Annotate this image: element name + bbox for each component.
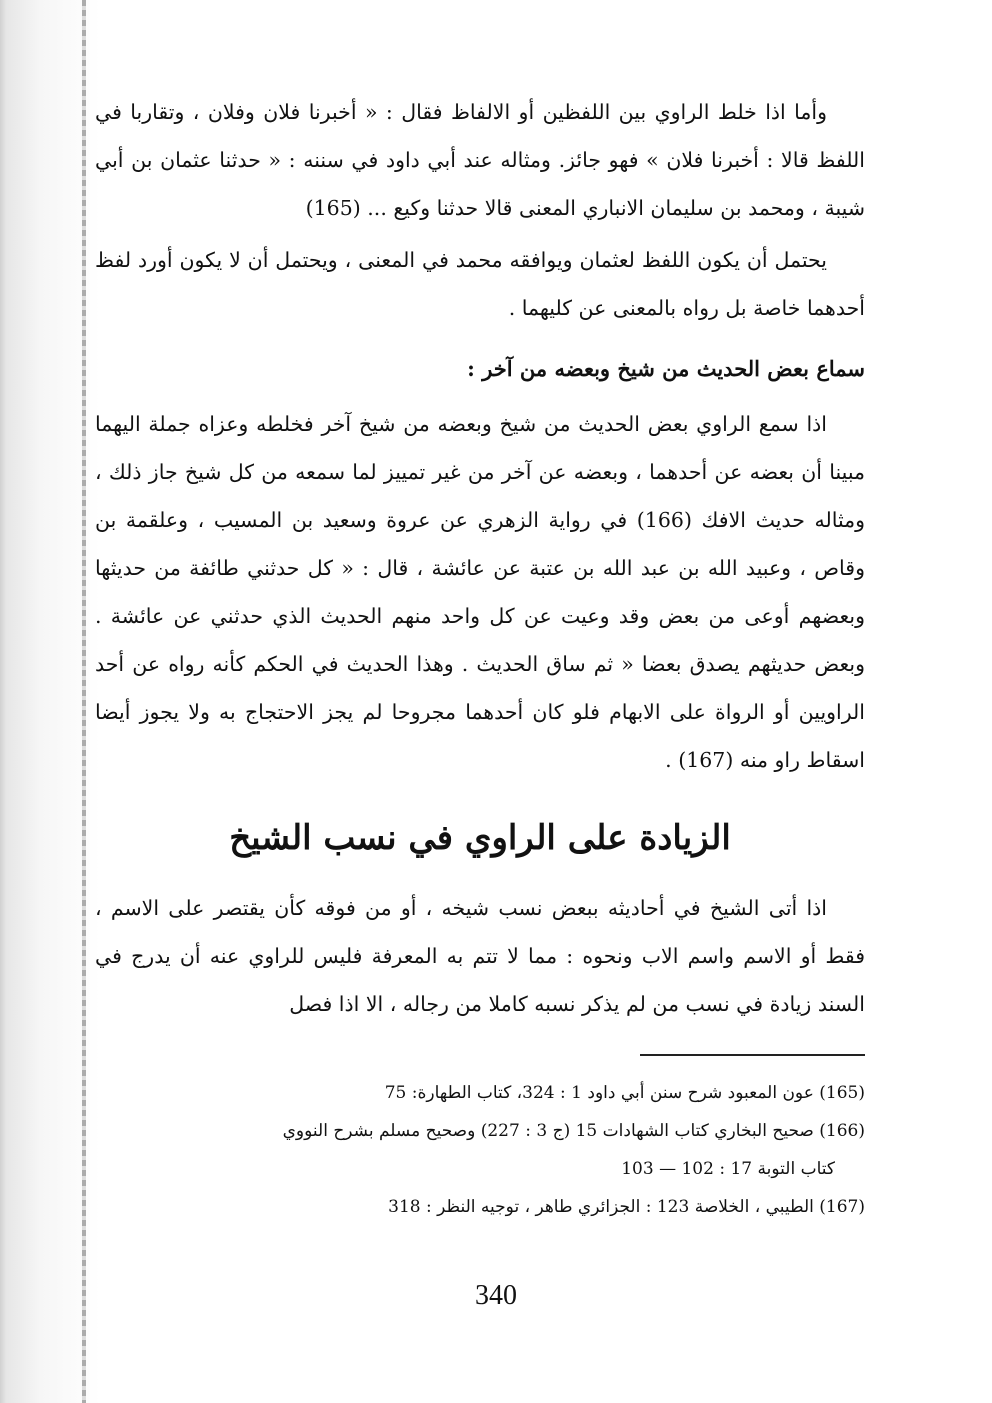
paragraph-1: وأما اذا خلط الراوي بين اللفظين أو الالفاظ فقال : « أخبرنا فلان وفلان ، وتقاربا في اللفظ قالا : أخبرنا فلان » فهو جائز. ومثاله عند أبي داود في سننه : « حدثنا عثمان بن أبي شيبة ، ومحمد بن سليمان الانباري المعنى قالا حدثنا وكيع ... (165) <box>95 100 865 220</box>
paragraph-4: اذا أتى الشيخ في أحاديثه ببعض نسب شيخه ، أو من فوقه كأن يقتصر على الاسم ، فقط أو الاسم واسم الاب ونحوه : مما لا تتم به المعرفة فليس للراوي عنه أن يدرج في السند زيادة في نسب من لم يذكر نسبه كاملا من رجاله ، الا اذا فصل <box>95 896 865 1016</box>
page-number: 340 <box>475 1280 517 1311</box>
paragraph-2: يحتمل أن يكون اللفظ لعثمان ويوافقه محمد في المعنى ، ويحتمل أن لا يكون أورد لفظ أحدهما خاصة بل رواه بالمعنى عن كليهما . <box>95 248 865 320</box>
footnote-165: (165) عون المعبود شرح سنن أبي داود 1 : 324، كتاب الطهارة: 75 <box>384 1083 865 1103</box>
paragraph-3: اذا سمع الراوي بعض الحديث من شيخ وبعضه من شيخ آخر فخلطه وعزاه جملة اليهما مبينا أن بعضه عن أحدهما ، وبعضه عن آخر من غير تمييز لما سمعه من كل شيخ جاز ذلك ، ومثاله حديث الافك (166) في رواية الزهري عن عروة وسعيد بن المسيب ، وعلقمة بن وقاص ، وعبيد الله بن عبد الله بن عتبة عن عائشة ، قال : « كل حدثني طائفة من حديثها وبعضهم أوعى من بعض وقد وعيت عن كل واحد منهم الحديث الذي حدثني عن عائشة . وبعض حديثهم يصدق بعضا « ثم ساق الحديث . وهذا الحديث في الحكم كأنه رواه عن أحد الراويين أو الرواة على الابهام فلو كان أحدهما مجروحا لم يجز الاحتجاج به ولا يجوز أيضا اسقاط راو منه (167) . <box>95 412 866 772</box>
subheading-hearing-hadith: سماع بعض الحديث من شيخ وبعضه من آخر : <box>467 356 865 381</box>
footnote-separator <box>640 1054 865 1056</box>
document-page <box>95 88 865 1226</box>
footnote-167: (167) الطيبي ، الخلاصة 123 : الجزائري طاهر ، توجيه النظر : 318 <box>388 1197 865 1217</box>
scan-binding-edge <box>82 0 86 1403</box>
footnote-166-continuation: كتاب التوبة 17 : 102 — 103 <box>621 1159 835 1179</box>
section-title: الزيادة على الراوي في نسب الشيخ <box>229 818 731 858</box>
footnote-166: (166) صحيح البخاري كتاب الشهادات 15 (ج 3 : 227) وصحيح مسلم بشرح النووي <box>282 1121 865 1141</box>
